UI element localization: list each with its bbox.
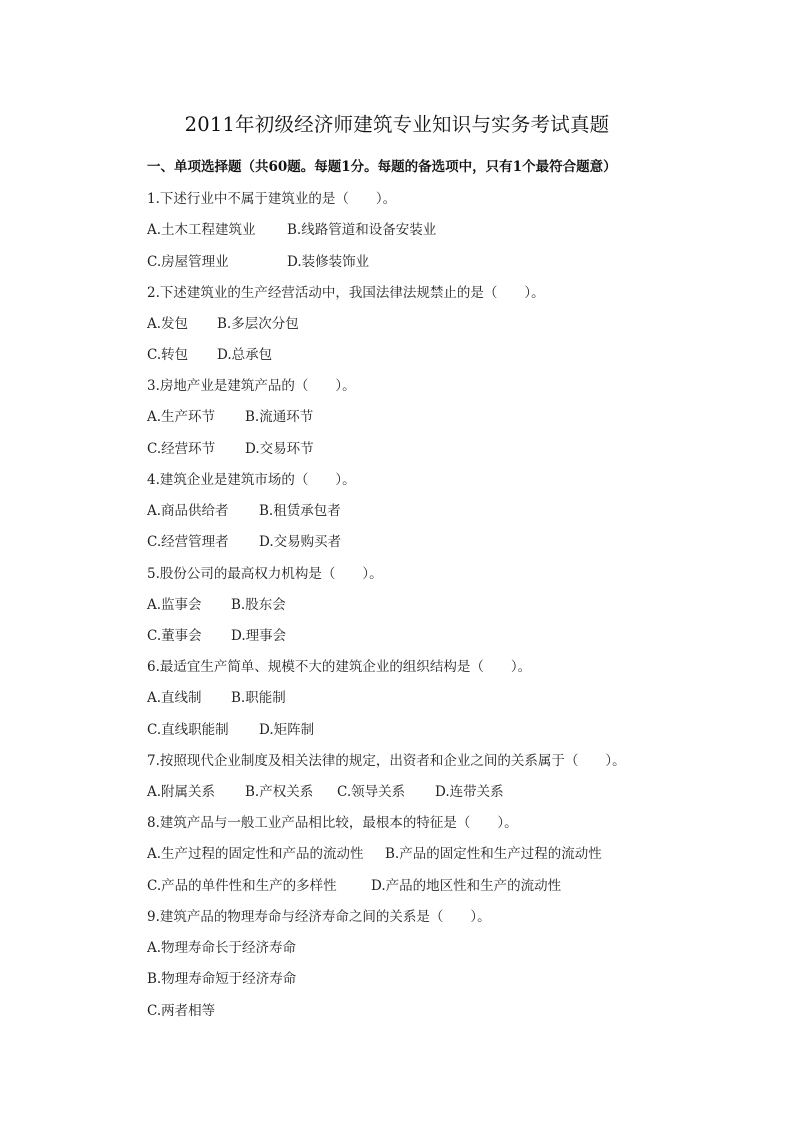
- question-1-options-row-1: [147, 220, 436, 240]
- question-8-options-row-2: [147, 876, 561, 896]
- option-a: A.商品供给者: [147, 503, 229, 519]
- document-title: 2011年初级经济师建筑专业知识与实务考试真题: [184, 113, 610, 136]
- option-b: B.职能制: [231, 690, 286, 706]
- option-d: D.理事会: [231, 628, 287, 644]
- option-c: C.两者相等: [147, 1003, 216, 1019]
- option-c: C.领导关系: [337, 784, 406, 800]
- question-4-options-row-2: [147, 532, 341, 552]
- question-5-stem: 5.股份公司的最高权力机构是（ ）。: [147, 566, 383, 582]
- question-9-stem: 9.建筑产品的物理寿命与经济寿命之间的关系是（ ）。: [147, 909, 491, 925]
- question-3-options-row-1: [147, 407, 313, 427]
- option-b: B.股东会: [231, 597, 286, 613]
- option-b: B.产权关系: [245, 784, 314, 800]
- option-a: A.直线制: [147, 690, 202, 706]
- option-c: C.经营环节: [147, 441, 216, 457]
- option-d: D.交易购买者: [259, 534, 342, 550]
- question-8-options-row-1: [147, 844, 602, 864]
- question-6-stem: 6.最适宜生产简单、规模不大的建筑企业的组织结构是（ ）。: [147, 659, 532, 675]
- question-2-options-row-1: [147, 314, 299, 334]
- question-7-stem: 7.按照现代企业制度及相关法律的规定，出资者和企业之间的关系属于（ ）。: [147, 753, 626, 769]
- option-c: C.房屋管理业: [147, 254, 229, 270]
- option-c: C.董事会: [147, 628, 202, 644]
- option-a: A.土木工程建筑业: [147, 222, 256, 238]
- question-6-options-row-2: [147, 720, 314, 740]
- option-d: D.交易环节: [245, 441, 314, 457]
- option-a: A.监事会: [147, 597, 202, 613]
- option-d: D.总承包: [217, 347, 273, 363]
- question-8-stem: 8.建筑产品与一般工业产品相比较，最根本的特征是（ ）。: [147, 815, 518, 831]
- option-d: D.产品的地区性和生产的流动性: [371, 878, 562, 894]
- question-3-options-row-2: [147, 439, 314, 459]
- option-b: B.流通环节: [245, 409, 314, 425]
- option-a: A.物理寿命长于经济寿命: [147, 940, 297, 956]
- option-b: B.多层次分包: [217, 316, 299, 332]
- option-b: B.线路管道和设备安装业: [287, 222, 437, 238]
- option-b: B.租赁承包者: [259, 503, 341, 519]
- option-b: B.产品的固定性和生产过程的流动性: [385, 846, 602, 862]
- option-a: A.生产环节: [147, 409, 216, 425]
- option-c: C.产品的单件性和生产的多样性: [147, 878, 337, 894]
- option-c: C.转包: [147, 347, 189, 363]
- question-3-stem: 3.房地产业是建筑产品的（ ）。: [147, 378, 356, 394]
- question-6-options-row-1: [147, 688, 286, 708]
- option-a: A.发包: [147, 316, 189, 332]
- option-d: D.矩阵制: [259, 722, 315, 738]
- option-b: B.物理寿命短于经济寿命: [147, 971, 297, 987]
- question-7-options-row: [147, 782, 504, 802]
- question-2-options-row-2: [147, 345, 272, 365]
- option-c: C.直线职能制: [147, 722, 229, 738]
- option-a: A.生产过程的固定性和产品的流动性: [147, 846, 364, 862]
- question-4-options-row-1: [147, 501, 341, 521]
- section-heading: 一、单项选择题（共60题。每题1分。每题的备选项中，只有1个最符合题意）: [147, 159, 617, 175]
- question-5-options-row-1: [147, 595, 286, 615]
- question-2-stem: 2.下述建筑业的生产经营活动中，我国法律法规禁止的是（ ）。: [147, 285, 545, 301]
- question-1-stem: 1.下述行业中不属于建筑业的是（ ）。: [147, 191, 397, 207]
- option-d: D.连带关系: [435, 784, 504, 800]
- option-d: D.装修装饰业: [287, 254, 370, 270]
- question-4-stem: 4.建筑企业是建筑市场的（ ）。: [147, 472, 356, 488]
- option-c: C.经营管理者: [147, 534, 229, 550]
- question-1-options-row-2: [147, 252, 369, 272]
- question-5-options-row-2: [147, 626, 286, 646]
- option-a: A.附属关系: [147, 784, 216, 800]
